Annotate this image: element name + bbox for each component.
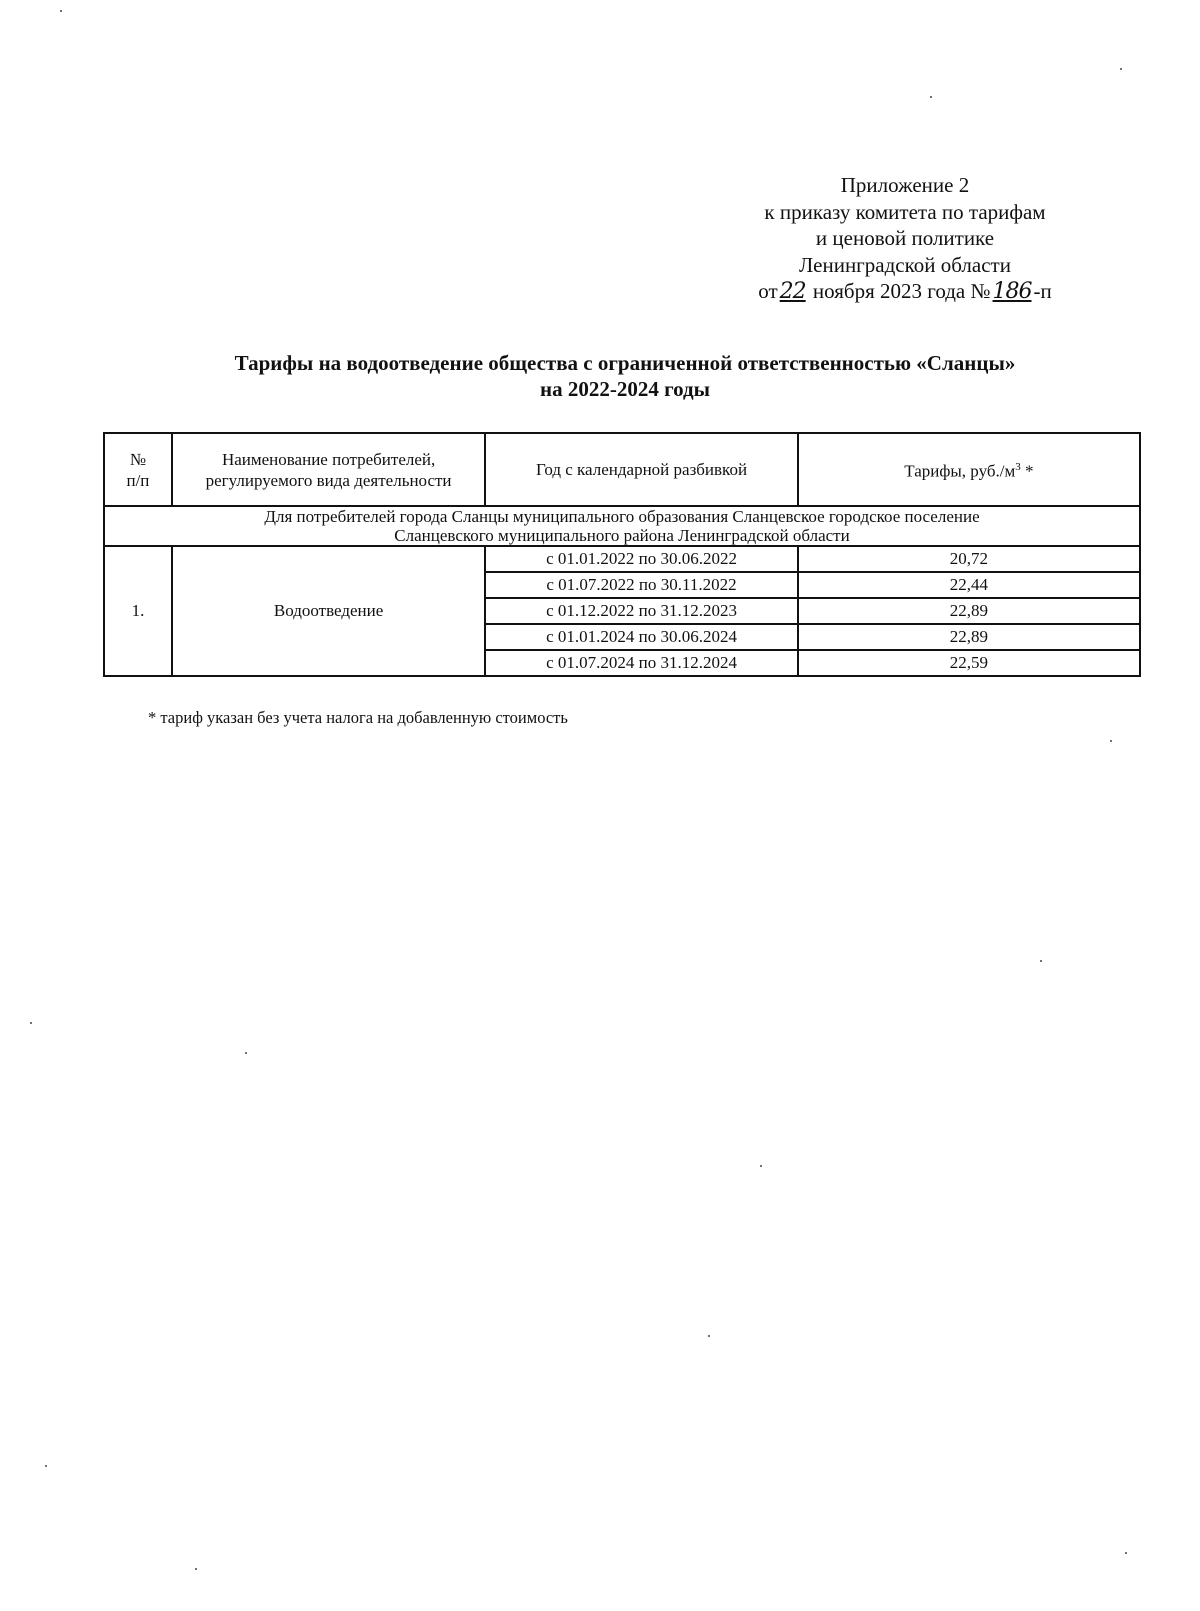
header-period: Год с календарной разбивкой [485,433,797,506]
header-name-line-2: регулируемого вида деятельности [205,470,452,490]
scan-speck [60,10,62,12]
header-tariff-mark: * [1024,461,1034,481]
title-line-2: на 2022-2024 годы [539,377,711,401]
scan-speck [195,1568,197,1570]
footnote-text: тариф указан без учета налога на добавленную стоимость [160,708,568,727]
appendix-line-policy: и ценовой политике [815,226,995,250]
handwritten-day: 22 [779,279,806,304]
scan-speck [245,1052,247,1054]
scan-speck [930,96,932,98]
appendix-date-line [700,278,1110,306]
tariff-cell: 22,59 [798,650,1140,676]
appendix-line-order: к приказу комитета по тарифам [764,199,1046,224]
date-middle: ноября 2023 года № [812,279,991,303]
date-suffix: -п [1033,279,1052,303]
region-row [104,506,1140,546]
table-header-row [104,433,1140,506]
period-cell: с 01.01.2022 по 30.06.2022 [485,546,797,572]
footnote [148,708,568,728]
header-tariff-superscript: 3 [1015,461,1021,474]
region-line-2: Сланцевского муниципального района Ленинградской области [394,526,850,545]
scan-speck [1125,1552,1127,1554]
tariff-cell: 22,89 [798,624,1140,650]
region-cell [104,506,1140,546]
scan-speck [1040,960,1042,962]
header-number-sign: № [129,449,147,469]
header-number-label: п/п [126,470,150,490]
title-line-1: Тарифы на водоотведение общества с ограниченной ответственностью «Сланцы» [234,351,1016,375]
scan-speck [760,1165,762,1167]
header-tariff [798,433,1140,506]
scan-speck [30,1022,32,1024]
header-number [104,433,172,506]
tariff-table [103,432,1141,677]
header-consumer-name [172,433,485,506]
tariff-cell: 22,44 [798,572,1140,598]
appendix-block [700,172,1110,306]
scan-speck [708,1335,710,1337]
appendix-line-region: Ленинградской области [799,252,1011,277]
region-line-1: Для потребителей города Сланцы муниципального образования Сланцевское городское поселение [264,507,980,526]
document-title [60,350,1190,402]
appendix-title: Приложение 2 [840,173,970,197]
footnote-mark: * [148,708,157,727]
service-name-cell: Водоотведение [172,546,485,676]
table-row [104,546,1140,572]
period-cell: с 01.07.2024 по 31.12.2024 [485,650,797,676]
scan-speck [45,1465,47,1467]
handwritten-order-number: 186 [992,279,1032,304]
period-cell: с 01.12.2022 по 31.12.2023 [485,598,797,624]
scan-speck [1120,68,1122,70]
date-prefix: от [758,279,778,303]
row-number-cell: 1. [104,546,172,676]
scan-speck [1110,740,1112,742]
tariff-cell: 20,72 [798,546,1140,572]
header-tariff-label: Тарифы, руб./м [904,461,1016,481]
header-name-line-1: Наименование потребителей, [221,449,436,469]
period-cell: с 01.01.2024 по 30.06.2024 [485,624,797,650]
period-cell: с 01.07.2022 по 30.11.2022 [485,572,797,598]
tariff-cell: 22,89 [798,598,1140,624]
